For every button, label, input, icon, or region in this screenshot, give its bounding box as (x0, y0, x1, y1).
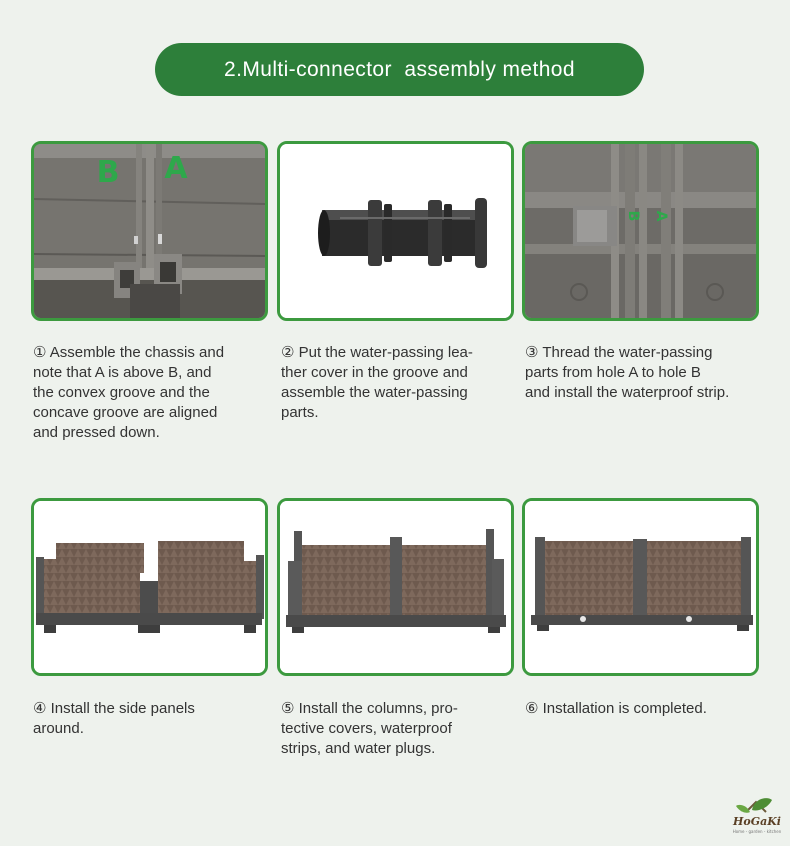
label-b-icon: B (625, 210, 641, 222)
step-4-photo (31, 498, 268, 676)
step-1-photo (31, 141, 268, 321)
pipe-through-hole-image (525, 144, 756, 318)
step-3-photo (522, 141, 759, 321)
svg-text:HoGaKi: HoGaKi (733, 815, 781, 828)
section-title: 2.Multi-connector assembly method (155, 43, 644, 96)
step-3-caption (525, 343, 729, 403)
caption-line: tective covers, waterproof (281, 720, 452, 737)
step-4-caption (33, 699, 195, 739)
label-a-icon: A (653, 210, 669, 222)
caption-line: parts from hole A to hole B (525, 364, 701, 381)
step-6-caption (525, 699, 707, 719)
chassis-joint-image (34, 144, 265, 318)
caption-line: and install the waterproof strip. (525, 384, 730, 401)
caption-line: ⑥ Installation is completed. (525, 700, 707, 717)
step-2-photo (277, 141, 514, 321)
caption-line: ② Put the water-passing lea- (281, 344, 473, 361)
svg-text:Home - garden - kitchen: Home - garden - kitchen (732, 829, 782, 834)
caption-line: and pressed down. (33, 424, 160, 441)
caption-line: the convex groove and the (33, 384, 210, 401)
label-a-icon: A (164, 151, 188, 186)
columns-installed-image (280, 501, 511, 673)
caption-line: assemble the water-passing (281, 384, 468, 401)
caption-line: ③ Thread the water-passing (525, 344, 713, 361)
connector-pipe-image (280, 144, 511, 318)
caption-line: ① Assemble the chassis and (33, 344, 225, 361)
side-panels-image (34, 501, 265, 673)
completed-planter-image (525, 501, 756, 673)
step-5-caption (281, 699, 458, 759)
caption-line: note that A is above B, and (33, 364, 212, 381)
step-2-caption (281, 343, 473, 423)
leaf-house-icon (728, 792, 786, 838)
caption-line: strips, and water plugs. (281, 740, 436, 757)
step-1-caption (33, 343, 224, 443)
caption-line: around. (33, 720, 84, 737)
label-b-icon: B (96, 155, 120, 190)
caption-line: concave groove are aligned (33, 404, 218, 421)
brand-logo (728, 792, 786, 838)
step-6-photo (522, 498, 759, 676)
caption-line: ⑤ Install the columns, pro- (281, 700, 458, 717)
step-5-photo (277, 498, 514, 676)
caption-line: ④ Install the side panels (33, 700, 195, 717)
caption-line: parts. (281, 404, 319, 421)
caption-line: ther cover in the groove and (281, 364, 468, 381)
